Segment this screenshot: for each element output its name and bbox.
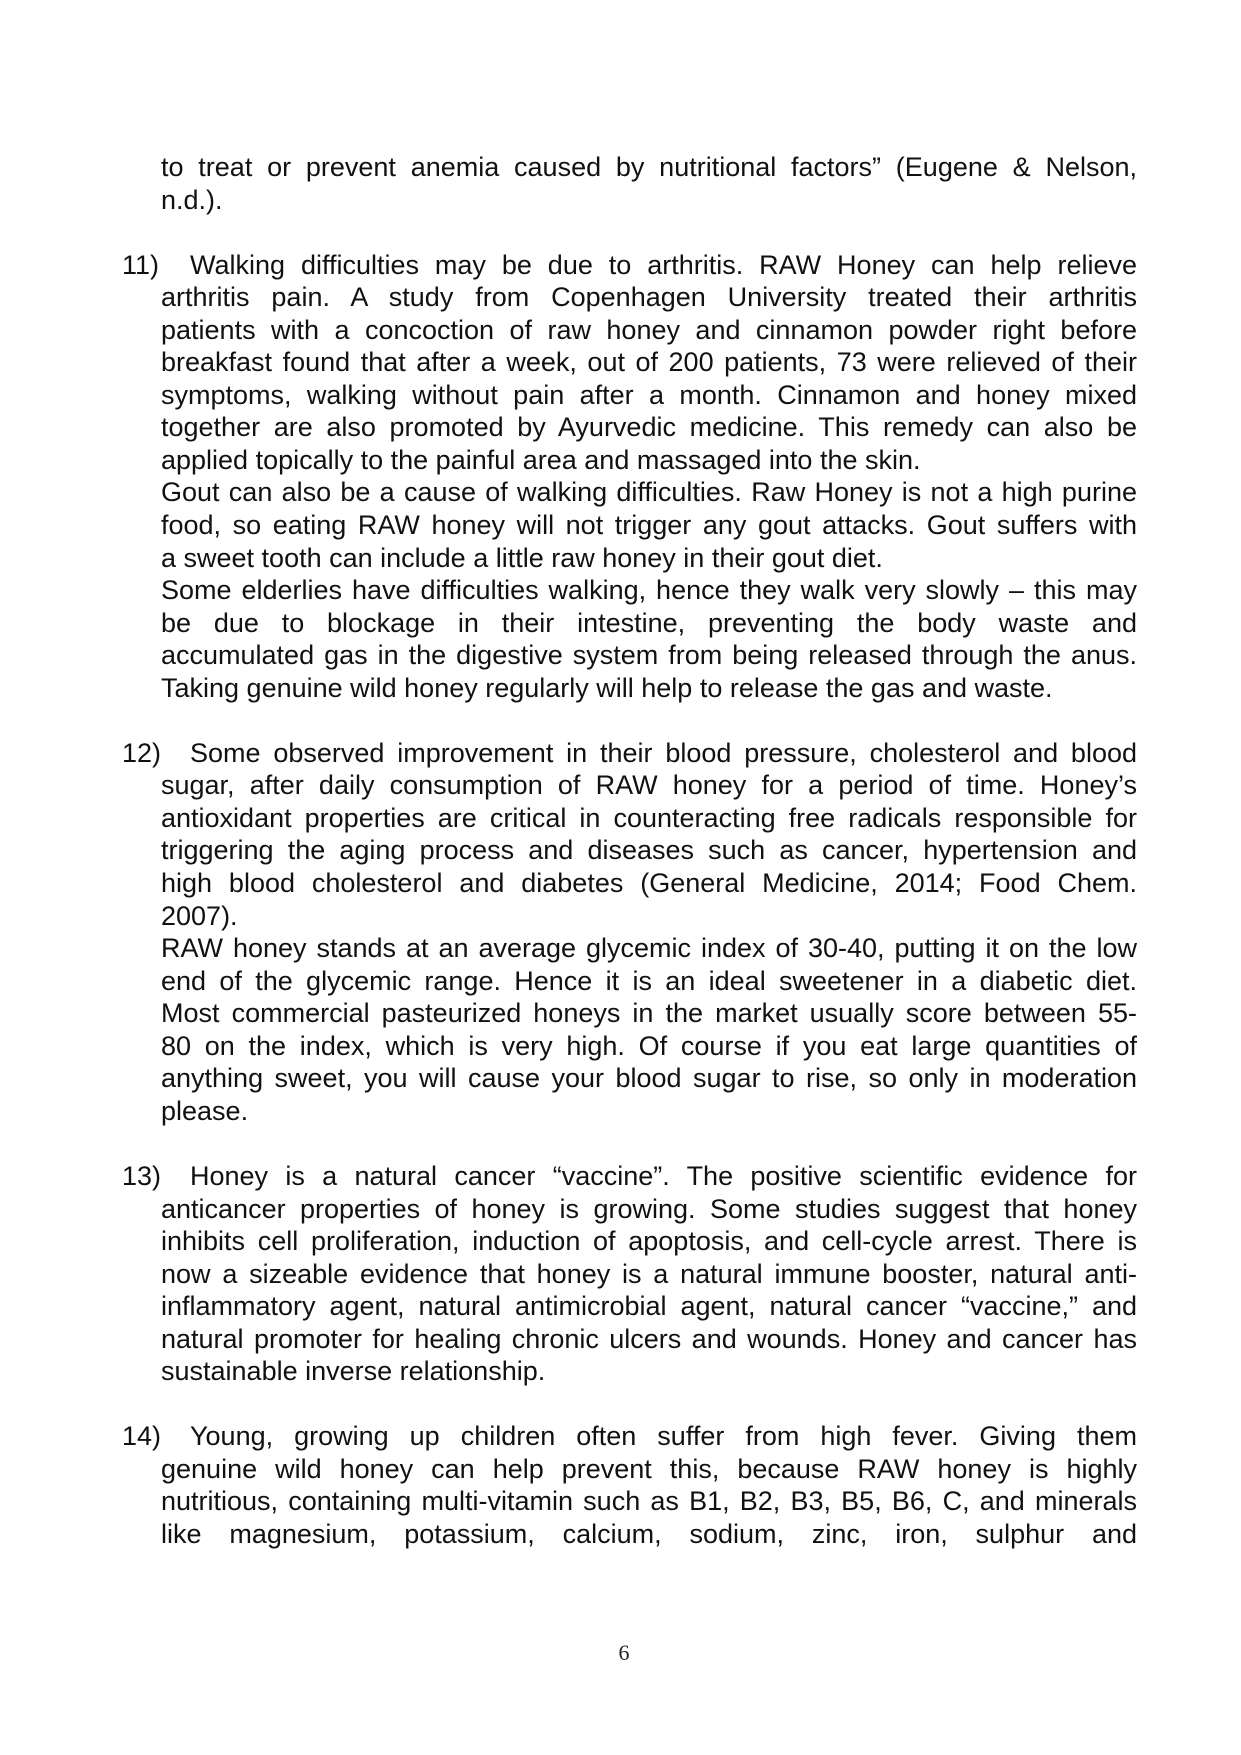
paragraph: [122, 737, 1137, 932]
list-item-13: [122, 1160, 1137, 1388]
text-line: now a sizeable evidence that honey is a natural immune booster, natural anti-: [161, 1258, 1137, 1289]
text-line: please.: [161, 1095, 249, 1126]
text-line: arthritis pain. A study from Copenhagen University treated their arthritis: [161, 282, 1137, 313]
text-line: antioxidant properties are critical in counteracting free radicals responsible for: [161, 802, 1137, 833]
text-line: inflammatory agent, natural antimicrobial agent, natural cancer “vaccine,” and: [161, 1291, 1137, 1322]
text-line: sugar, after daily consumption of RAW honey for a period of time. Honey’s: [161, 770, 1137, 801]
text-line: sustainable inverse relationship.: [161, 1356, 546, 1387]
text-line: like magnesium, potassium, calcium, sodium, zinc, iron, sulphur and: [161, 1518, 1137, 1549]
text-line: inhibits cell proliferation, induction of apoptosis, and cell-cycle arrest. There is: [161, 1226, 1137, 1257]
page-number: 6: [618, 1640, 630, 1665]
first-line: [122, 1420, 1137, 1453]
paragraph: [122, 249, 1137, 477]
text-line: Gout can also be a cause of walking difficulties. Raw Honey is not a high purine: [161, 477, 1137, 508]
text-line: applied topically to the painful area and massaged into the skin.: [161, 444, 921, 475]
text-line: Walking difficulties may be due to arthritis. RAW Honey can help relieve: [190, 249, 1137, 280]
first-line: [122, 1160, 1137, 1193]
paragraph: [122, 476, 1137, 574]
item-number: 13): [122, 1160, 162, 1191]
text-line: breakfast found that after a week, out of 200 patients, 73 were relieved of their: [161, 347, 1137, 378]
text-line: nutritious, containing multi-vitamin such as B1, B2, B3, B5, B6, C, and minerals: [161, 1486, 1137, 1517]
list-item-12: [122, 737, 1137, 1128]
paragraph: [122, 932, 1137, 1127]
first-line: [122, 737, 1137, 770]
text-line: natural promoter for healing chronic ulcers and wounds. Honey and cancer has: [161, 1323, 1137, 1354]
text-line: n.d.).: [161, 184, 223, 215]
text-line: Most commercial pasteurized honeys in the market usually score between 55-: [161, 998, 1137, 1029]
text-line: genuine wild honey can help prevent this, because RAW honey is highly: [161, 1453, 1137, 1484]
text-line: accumulated gas in the digestive system from being released through the anus.: [161, 640, 1137, 671]
text-line: anticancer properties of honey is growing. Some studies suggest that honey: [161, 1193, 1137, 1224]
item-number: 12): [122, 737, 162, 768]
text-line: Some observed improvement in their blood pressure, cholesterol and blood: [190, 737, 1137, 768]
text-line: RAW honey stands at an average glycemic index of 30-40, putting it on the low: [161, 933, 1137, 964]
text-line: symptoms, walking without pain after a month. Cinnamon and honey mixed: [161, 379, 1137, 410]
paragraph: [122, 1420, 1137, 1550]
text-line: Young, growing up children often suffer from high fever. Giving them: [190, 1421, 1137, 1452]
text-line: food, so eating RAW honey will not trigger any gout attacks. Gout suffers with: [161, 510, 1137, 541]
text-line: Some elderlies have difficulties walking, hence they walk very slowly – this may: [161, 575, 1137, 606]
body-text: [122, 151, 1137, 1551]
text-line: 80 on the index, which is very high. Of course if you eat large quantities of: [161, 1030, 1137, 1061]
intro-paragraph: [122, 151, 1137, 216]
first-line: [122, 249, 1137, 282]
text-line: a sweet tooth can include a little raw honey in their gout diet.: [161, 542, 883, 573]
text-line: 2007).: [161, 900, 238, 931]
text-line: anything sweet, you will cause your blood sugar to rise, so only in moderation: [161, 1063, 1137, 1094]
text-line: end of the glycemic range. Hence it is an ideal sweetener in a diabetic diet.: [161, 965, 1137, 996]
paragraph: [122, 574, 1137, 704]
list-item-14: [122, 1420, 1137, 1550]
text-line: together are also promoted by Ayurvedic medicine. This remedy can also be: [161, 412, 1137, 443]
item-number: 11): [122, 249, 160, 280]
text-line: high blood cholesterol and diabetes (General Medicine, 2014; Food Chem.: [161, 868, 1137, 899]
text-line: be due to blockage in their intestine, preventing the body waste and: [161, 607, 1137, 638]
list-item-11: [122, 249, 1137, 705]
text-line: Taking genuine wild honey regularly will help to release the gas and waste.: [161, 672, 1053, 703]
text-line: Honey is a natural cancer “vaccine”. The positive scientific evidence for: [190, 1160, 1137, 1191]
paragraph: [122, 1160, 1137, 1388]
text-line: to treat or prevent anemia caused by nutritional factors” (Eugene & Nelson,: [161, 152, 1137, 182]
text-line: triggering the aging process and diseases such as cancer, hypertension and: [161, 835, 1137, 866]
item-number: 14): [122, 1421, 162, 1452]
text-line: patients with a concoction of raw honey and cinnamon powder right before: [161, 314, 1137, 345]
